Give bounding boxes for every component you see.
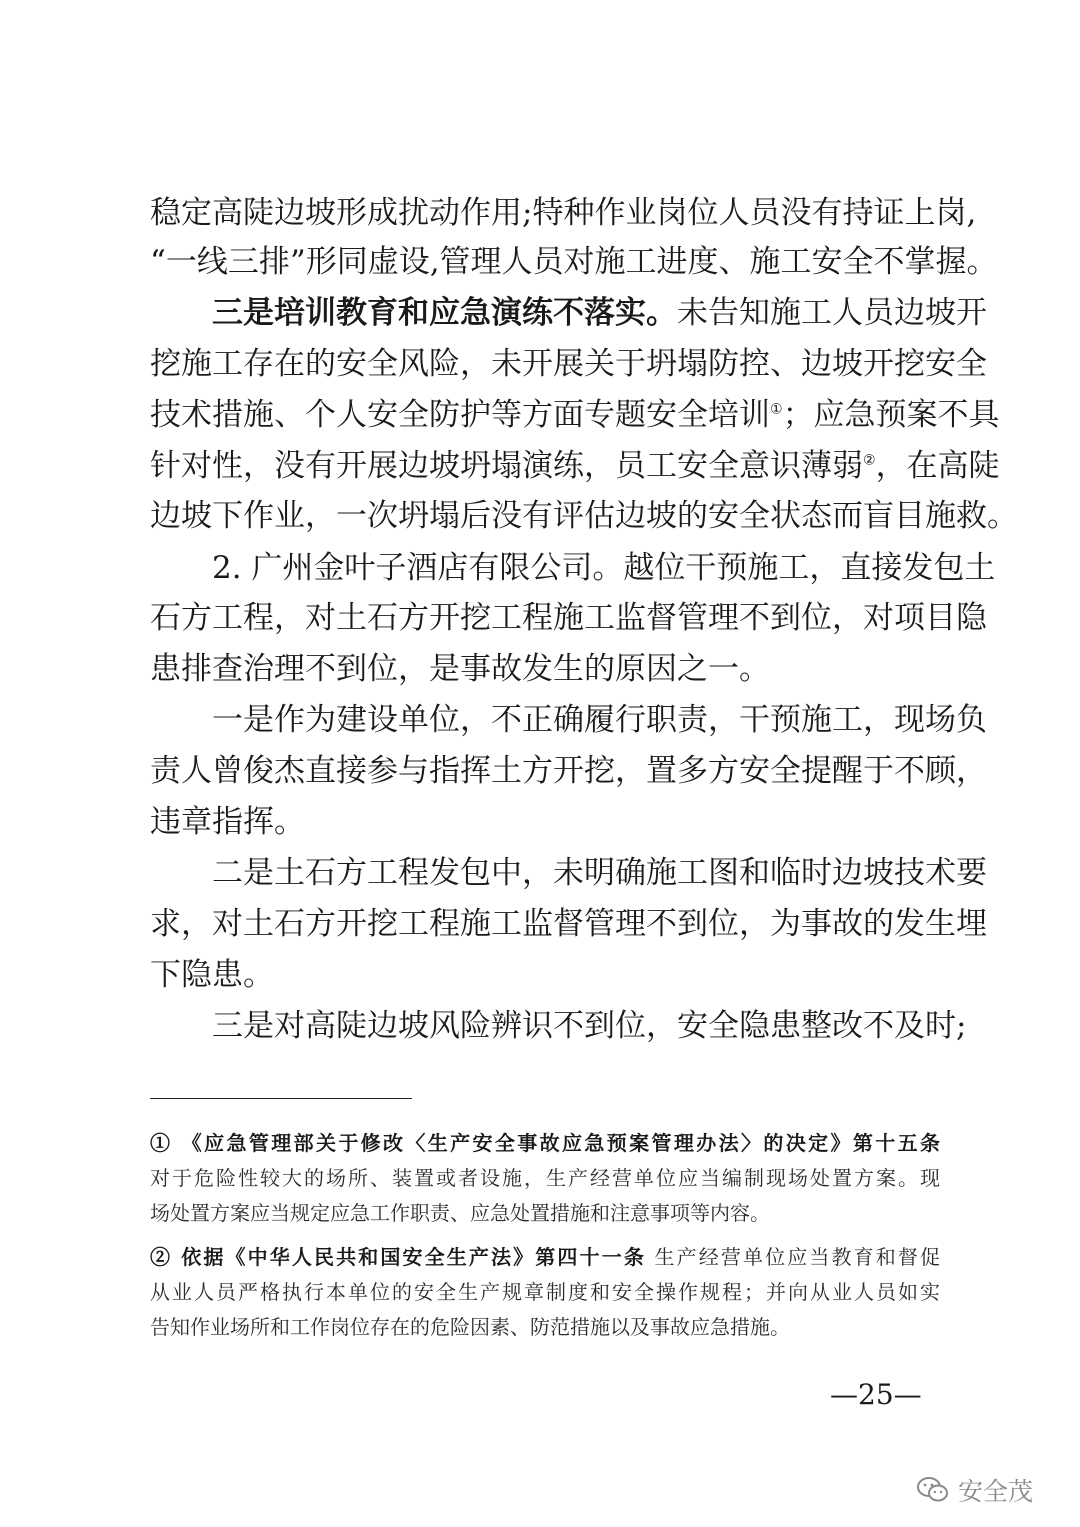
body-line: 2. 广州金叶子酒店有限公司。越位干预施工，直接发包土 [212,550,996,586]
body-text: 技术措施、个人安全防护等方面专题安全培训 [150,397,770,433]
footnote-1-line: 场处置方案应当规定应急工作职责、应急处置措施和注意事项等内容。 [150,1201,770,1225]
body-line [150,395,1000,435]
body-text: 针对性，没有开展边坡坍塌演练，员工安全意识薄弱 [150,448,863,484]
body-line: 违章指挥。 [150,804,305,840]
body-line: 责人曾俊杰直接参与指挥土方开挖，置多方安全提醒于不顾， [150,753,987,789]
footnote-1-lead: ① 《应急管理部关于修改〈生产安全事故应急预案管理办法〉的决定》第十五条 [150,1131,940,1155]
body-text: 未告知施工人员边坡开 [677,295,987,331]
body-line: 石方工程，对土石方开挖工程施工监督管理不到位，对项目隐 [150,600,987,636]
page-number: —25— [830,1378,922,1411]
footnote-ref-2: ② [863,452,876,469]
body-line: 挖施工存在的安全风险，未开展关于坍塌防控、边坡开挖安全 [150,346,987,382]
watermark-text: 安全茂 [958,1477,1034,1506]
body-line: 患排查治理不到位，是事故发生的原因之一。 [150,651,770,687]
footnote-2-lead: ② 依据《中华人民共和国安全生产法》第四十一条 [150,1245,646,1269]
footnote-2-text: 生产经营单位应当教育和督促 [645,1245,940,1269]
footnote-ref-1: ① [770,401,783,418]
body-line [150,446,1000,486]
footnote-1-line [150,1128,940,1158]
body-line: 三是对高陡边坡风险辨识不到位，安全隐患整改不及时; [212,1008,967,1044]
body-line [212,293,987,333]
footnote-2-line: 从业人员严格执行本单位的安全生产规章制度和安全操作规程；并向从业人员如实 [150,1280,940,1304]
body-line: 稳定高陡边坡形成扰动作用;特种作业岗位人员没有持证上岗, [150,195,977,231]
paragraph-heading: 三是培训教育和应急演练不落实。 [212,295,677,331]
body-line: “一线三排”形同虚设,管理人员对施工进度、施工安全不掌握。 [150,244,998,280]
footnote-1-line: 对于危险性较大的场所、装置或者设施，生产经营单位应当编制现场处置方案。现 [150,1166,940,1190]
footnote-divider [150,1098,412,1099]
watermark [916,1472,1033,1508]
body-line: 下隐患。 [150,957,274,993]
body-line: 一是作为建设单位，不正确履行职责，干预施工，现场负 [212,702,987,738]
body-line: 求，对土石方开挖工程施工监督管理不到位，为事故的发生埋 [150,906,987,942]
footnote-2-line [150,1242,940,1272]
footnote-2-line: 告知作业场所和工作岗位存在的危险因素、防范措施以及事故应急措施。 [150,1315,790,1339]
body-line: 二是土石方工程发包中，未明确施工图和临时边坡技术要 [212,855,987,891]
body-text: ；应急预案不具 [782,397,1000,433]
body-line: 边坡下作业，一次坍塌后没有评估边坡的安全状态而盲目施救。 [150,498,1018,534]
wechat-icon [916,1476,950,1504]
body-text: ，在高陡 [875,448,1000,484]
